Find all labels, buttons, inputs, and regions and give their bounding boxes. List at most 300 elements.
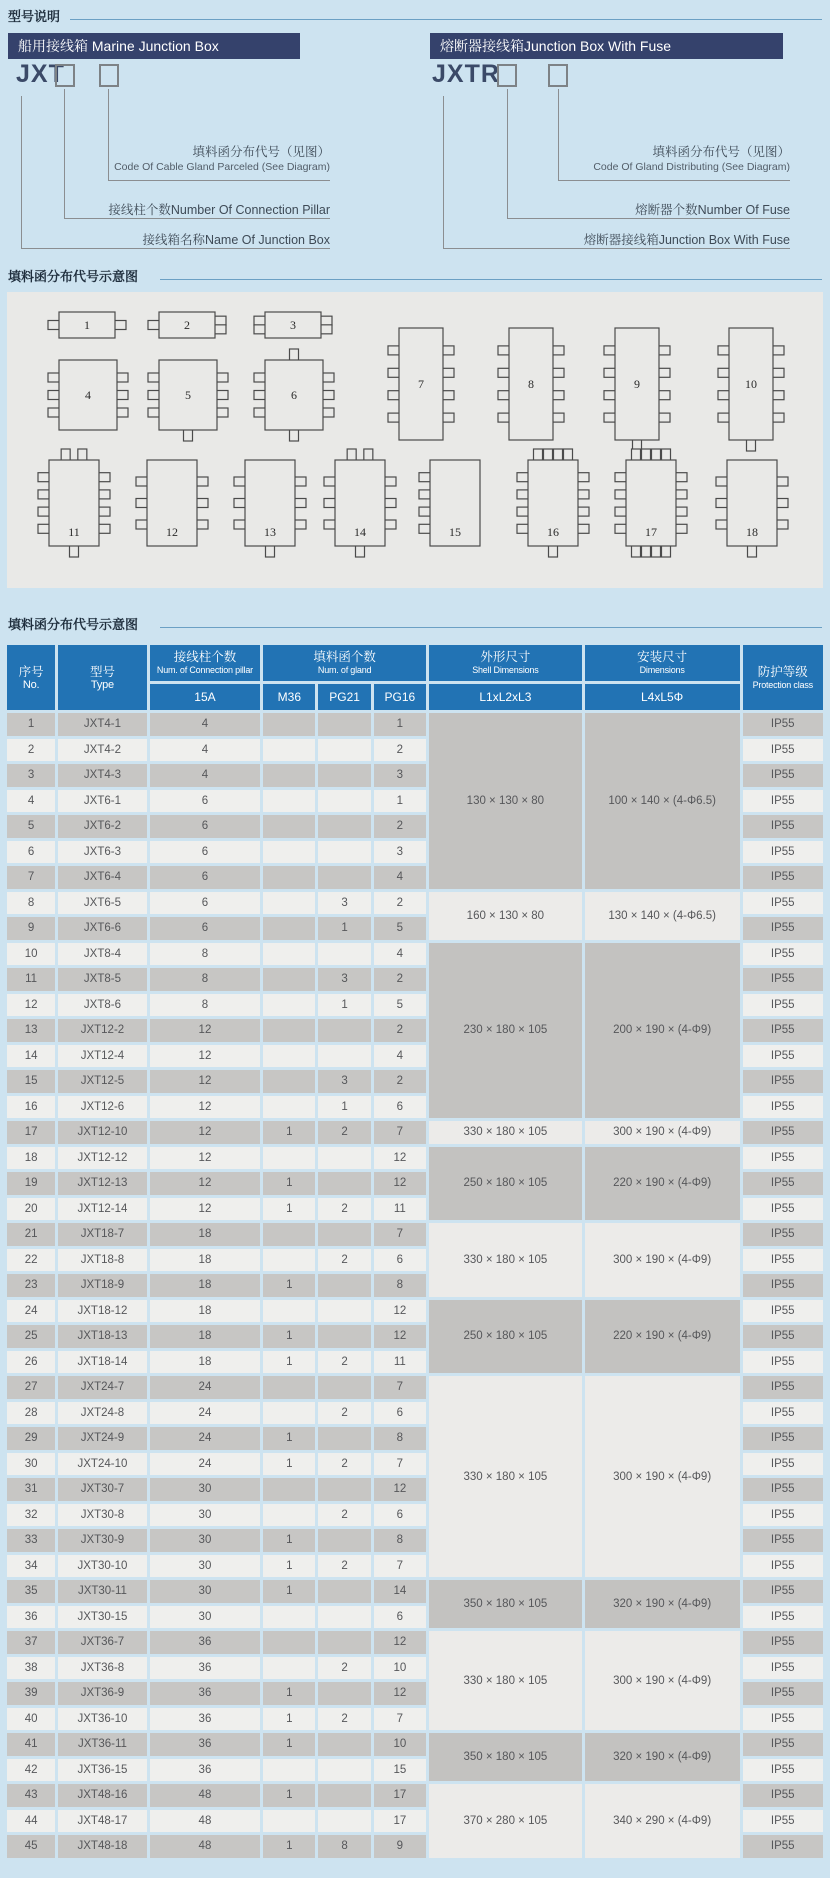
gland-box-2 xyxy=(148,312,226,338)
cell-pg21: 8 xyxy=(318,1835,370,1858)
cell-mount-dimensions: 320 × 190 × (4-Φ9) xyxy=(585,1580,740,1628)
cell-type: JXT12-2 xyxy=(58,1019,146,1042)
cell-protection: IP55 xyxy=(743,1427,823,1450)
gland-box-number: 14 xyxy=(354,525,366,539)
cell-protection: IP55 xyxy=(743,1198,823,1221)
cell-pg16: 6 xyxy=(374,1249,426,1272)
cell-pg21 xyxy=(318,1631,370,1654)
cell-pg21: 3 xyxy=(318,1070,370,1093)
cell-protection: IP55 xyxy=(743,764,823,787)
cell-pg21: 2 xyxy=(318,1198,370,1221)
cell-protection: IP55 xyxy=(743,1096,823,1119)
cell-pg16: 4 xyxy=(374,1045,426,1068)
cell-pg21: 2 xyxy=(318,1504,370,1527)
subheader-m36: M36 xyxy=(263,684,315,710)
cell-15a: 18 xyxy=(150,1300,261,1323)
table-row xyxy=(7,1733,823,1756)
col-header-shell: 外形尺寸 Shell Dimensions xyxy=(429,645,582,681)
jxt-line-gland xyxy=(108,180,330,181)
cell-m36 xyxy=(263,739,315,762)
gland-box-16 xyxy=(517,449,589,557)
cell-15a: 6 xyxy=(150,841,261,864)
cell-type: JXT24-10 xyxy=(58,1453,146,1476)
cell-m36: 1 xyxy=(263,1835,315,1858)
cell-protection: IP55 xyxy=(743,943,823,966)
cell-m36: 1 xyxy=(263,1708,315,1731)
gland-box-10 xyxy=(718,328,784,451)
cell-m36 xyxy=(263,917,315,940)
cell-shell-dimensions: 130 × 130 × 80 xyxy=(429,713,582,889)
cell-no: 23 xyxy=(7,1274,55,1297)
cell-protection: IP55 xyxy=(743,968,823,991)
jxt-stem-name xyxy=(21,96,22,248)
table-row xyxy=(7,1784,823,1807)
cell-type: JXT48-16 xyxy=(58,1784,146,1807)
cell-pg16: 9 xyxy=(374,1835,426,1858)
cell-pg21: 1 xyxy=(318,1096,370,1119)
section3-rule xyxy=(160,627,822,628)
cell-15a: 36 xyxy=(150,1759,261,1782)
cell-type: JXT12-10 xyxy=(58,1121,146,1144)
cell-pg16: 2 xyxy=(374,1070,426,1093)
cell-no: 45 xyxy=(7,1835,55,1858)
cell-pg21 xyxy=(318,1427,370,1450)
cell-pg16: 15 xyxy=(374,1759,426,1782)
jxtr-stem-gland xyxy=(558,89,559,180)
cell-pg21: 2 xyxy=(318,1555,370,1578)
cell-mount-dimensions: 300 × 190 × (4-Φ9) xyxy=(585,1631,740,1730)
cell-m36: 1 xyxy=(263,1784,315,1807)
cell-protection: IP55 xyxy=(743,1121,823,1144)
col-header-gland: 填料函个数 Num. of gland xyxy=(263,645,426,681)
cell-m36 xyxy=(263,815,315,838)
cell-15a: 8 xyxy=(150,943,261,966)
cell-protection: IP55 xyxy=(743,1223,823,1246)
cell-pg21: 2 xyxy=(318,1708,370,1731)
cell-type: JXT6-5 xyxy=(58,892,146,915)
cell-no: 17 xyxy=(7,1121,55,1144)
cell-15a: 36 xyxy=(150,1733,261,1756)
jxtr-code: JXTR xyxy=(432,60,500,88)
cell-pg16: 3 xyxy=(374,841,426,864)
cell-protection: IP55 xyxy=(743,1529,823,1552)
cell-m36: 1 xyxy=(263,1198,315,1221)
cell-pg16: 17 xyxy=(374,1810,426,1833)
cell-type: JXT30-11 xyxy=(58,1580,146,1603)
cell-pg16: 12 xyxy=(374,1478,426,1501)
gland-box-number: 13 xyxy=(264,525,276,539)
col-header-mount: 安装尺寸 Dimensions xyxy=(585,645,740,681)
cell-pg21: 3 xyxy=(318,892,370,915)
cell-type: JXT36-8 xyxy=(58,1657,146,1680)
section2-rule xyxy=(160,279,822,280)
cell-protection: IP55 xyxy=(743,1606,823,1629)
cell-protection: IP55 xyxy=(743,1019,823,1042)
cell-pg21 xyxy=(318,1606,370,1629)
jxt-gland-label-en: Code Of Cable Gland Parceled (See Diagram) xyxy=(114,161,330,173)
cell-type: JXT18-12 xyxy=(58,1300,146,1323)
col-header-pillar: 接线柱个数 Num. of Connection pillar xyxy=(150,645,261,681)
cell-mount-dimensions: 340 × 290 × (4-Φ9) xyxy=(585,1784,740,1858)
cell-m36 xyxy=(263,1759,315,1782)
cell-pg16: 2 xyxy=(374,815,426,838)
cell-15a: 36 xyxy=(150,1708,261,1731)
cell-no: 32 xyxy=(7,1504,55,1527)
cell-15a: 30 xyxy=(150,1529,261,1552)
cell-protection: IP55 xyxy=(743,1351,823,1374)
cell-pg21 xyxy=(318,764,370,787)
gland-box-8 xyxy=(498,328,564,440)
cell-m36 xyxy=(263,994,315,1017)
gland-box-number: 17 xyxy=(645,525,657,539)
section2-title: 填料函分布代号示意图 xyxy=(8,269,139,284)
cell-pg21: 2 xyxy=(318,1402,370,1425)
table-row xyxy=(7,1631,823,1654)
jxtr-banner: 熔断器接线箱Junction Box With Fuse xyxy=(430,33,783,59)
cell-15a: 4 xyxy=(150,739,261,762)
cell-m36 xyxy=(263,1147,315,1170)
cell-pg16: 1 xyxy=(374,713,426,736)
cell-pg21 xyxy=(318,1274,370,1297)
cell-type: JXT36-11 xyxy=(58,1733,146,1756)
cell-shell-dimensions: 350 × 180 × 105 xyxy=(429,1580,582,1628)
cell-no: 40 xyxy=(7,1708,55,1731)
cell-15a: 36 xyxy=(150,1682,261,1705)
cell-pg16: 2 xyxy=(374,739,426,762)
cell-no: 1 xyxy=(7,713,55,736)
cell-no: 33 xyxy=(7,1529,55,1552)
table-row xyxy=(7,713,823,736)
cell-pg21: 2 xyxy=(318,1453,370,1476)
cell-protection: IP55 xyxy=(743,1682,823,1705)
gland-box-4 xyxy=(48,360,128,430)
cell-pg16: 3 xyxy=(374,764,426,787)
cell-protection: IP55 xyxy=(743,1733,823,1756)
cell-m36 xyxy=(263,866,315,889)
cell-m36 xyxy=(263,1249,315,1272)
jxtr-line-name xyxy=(443,248,790,249)
gland-box-number: 10 xyxy=(745,377,757,391)
cell-protection: IP55 xyxy=(743,841,823,864)
cell-15a: 6 xyxy=(150,917,261,940)
cell-no: 28 xyxy=(7,1402,55,1425)
cell-15a: 24 xyxy=(150,1402,261,1425)
cell-15a: 12 xyxy=(150,1147,261,1170)
gland-box-number: 2 xyxy=(184,318,190,332)
cell-no: 19 xyxy=(7,1172,55,1195)
cell-protection: IP55 xyxy=(743,1300,823,1323)
cell-pg21 xyxy=(318,1733,370,1756)
table-row xyxy=(7,1300,823,1323)
cell-15a: 30 xyxy=(150,1555,261,1578)
cell-m36 xyxy=(263,1810,315,1833)
table-row xyxy=(7,892,823,915)
gland-box-18 xyxy=(716,460,788,557)
cell-type: JXT18-14 xyxy=(58,1351,146,1374)
cell-pg21 xyxy=(318,1529,370,1552)
cell-pg16: 6 xyxy=(374,1402,426,1425)
jxt-code: JXT xyxy=(16,60,65,88)
jxtr-name-label: 熔断器接线箱Junction Box With Fuse xyxy=(583,233,790,247)
cell-type: JXT24-7 xyxy=(58,1376,146,1399)
gland-box-number: 8 xyxy=(528,377,534,391)
cell-pg21 xyxy=(318,1376,370,1399)
cell-pg21 xyxy=(318,1172,370,1195)
cell-no: 10 xyxy=(7,943,55,966)
cell-protection: IP55 xyxy=(743,1325,823,1348)
cell-no: 4 xyxy=(7,790,55,813)
cell-type: JXT36-9 xyxy=(58,1682,146,1705)
cell-15a: 8 xyxy=(150,968,261,991)
cell-pg21 xyxy=(318,1019,370,1042)
gland-box-12 xyxy=(136,460,208,546)
gland-box-17 xyxy=(615,449,687,557)
cell-15a: 6 xyxy=(150,866,261,889)
section1-title: 型号说明 xyxy=(8,9,61,24)
cell-15a: 18 xyxy=(150,1325,261,1348)
cell-protection: IP55 xyxy=(743,1147,823,1170)
cell-mount-dimensions: 100 × 140 × (4-Φ6.5) xyxy=(585,713,740,889)
cell-m36 xyxy=(263,1402,315,1425)
cell-type: JXT48-17 xyxy=(58,1810,146,1833)
cell-no: 6 xyxy=(7,841,55,864)
cell-pg21 xyxy=(318,1300,370,1323)
cell-protection: IP55 xyxy=(743,1708,823,1731)
cell-mount-dimensions: 130 × 140 × (4-Φ6.5) xyxy=(585,892,740,940)
cell-no: 43 xyxy=(7,1784,55,1807)
cell-m36 xyxy=(263,1631,315,1654)
cell-pg21 xyxy=(318,1325,370,1348)
cell-pg16: 10 xyxy=(374,1733,426,1756)
cell-15a: 12 xyxy=(150,1198,261,1221)
table-row xyxy=(7,1580,823,1603)
gland-box-number: 11 xyxy=(68,525,80,539)
cell-shell-dimensions: 250 × 180 × 105 xyxy=(429,1300,582,1374)
cell-m36 xyxy=(263,1223,315,1246)
cell-pg16: 7 xyxy=(374,1121,426,1144)
cell-pg16: 8 xyxy=(374,1427,426,1450)
cell-protection: IP55 xyxy=(743,1172,823,1195)
cell-15a: 12 xyxy=(150,1121,261,1144)
cell-pg16: 12 xyxy=(374,1325,426,1348)
cell-no: 13 xyxy=(7,1019,55,1042)
cell-pg21 xyxy=(318,1784,370,1807)
cell-type: JXT24-8 xyxy=(58,1402,146,1425)
cell-protection: IP55 xyxy=(743,1759,823,1782)
cell-type: JXT8-6 xyxy=(58,994,146,1017)
cell-15a: 12 xyxy=(150,1070,261,1093)
gland-box-3 xyxy=(254,312,332,338)
cell-pg21: 2 xyxy=(318,1249,370,1272)
jxt-line-pillar xyxy=(64,218,330,219)
cell-pg16: 12 xyxy=(374,1300,426,1323)
cell-pg21 xyxy=(318,1580,370,1603)
cell-protection: IP55 xyxy=(743,994,823,1017)
cell-pg21: 1 xyxy=(318,994,370,1017)
gland-box-9 xyxy=(604,328,670,451)
cell-mount-dimensions: 200 × 190 × (4-Φ9) xyxy=(585,943,740,1119)
cell-no: 27 xyxy=(7,1376,55,1399)
cell-15a: 12 xyxy=(150,1096,261,1119)
cell-no: 18 xyxy=(7,1147,55,1170)
cell-15a: 18 xyxy=(150,1274,261,1297)
cell-no: 20 xyxy=(7,1198,55,1221)
cell-no: 3 xyxy=(7,764,55,787)
cell-no: 42 xyxy=(7,1759,55,1782)
cell-shell-dimensions: 250 × 180 × 105 xyxy=(429,1147,582,1221)
cell-pg16: 7 xyxy=(374,1223,426,1246)
cell-type: JXT30-9 xyxy=(58,1529,146,1552)
cell-15a: 6 xyxy=(150,892,261,915)
cell-pg16: 2 xyxy=(374,892,426,915)
cell-type: JXT36-7 xyxy=(58,1631,146,1654)
cell-type: JXT30-15 xyxy=(58,1606,146,1629)
jxt-digit-box-1 xyxy=(55,64,75,87)
cell-15a: 18 xyxy=(150,1223,261,1246)
cell-pg16: 1 xyxy=(374,790,426,813)
cell-pg21 xyxy=(318,866,370,889)
cell-15a: 12 xyxy=(150,1172,261,1195)
cell-15a: 18 xyxy=(150,1351,261,1374)
gland-box-number: 9 xyxy=(634,377,640,391)
cell-m36 xyxy=(263,790,315,813)
cell-m36: 1 xyxy=(263,1529,315,1552)
cell-protection: IP55 xyxy=(743,1657,823,1680)
cell-type: JXT8-5 xyxy=(58,968,146,991)
cell-type: JXT18-13 xyxy=(58,1325,146,1348)
gland-box-6 xyxy=(254,349,334,441)
cell-shell-dimensions: 230 × 180 × 105 xyxy=(429,943,582,1119)
cell-15a: 36 xyxy=(150,1657,261,1680)
cell-m36: 1 xyxy=(263,1580,315,1603)
subheader-shell-dim: L1xL2xL3 xyxy=(429,684,582,710)
cell-15a: 12 xyxy=(150,1045,261,1068)
jxtr-fuse-label: 熔断器个数Number Of Fuse xyxy=(635,203,790,217)
gland-box-15 xyxy=(419,460,480,546)
cell-pg21 xyxy=(318,1478,370,1501)
jxtr-line-gland xyxy=(558,180,790,181)
cell-type: JXT30-7 xyxy=(58,1478,146,1501)
gland-box-number: 16 xyxy=(547,525,559,539)
jxtr-gland-label-zh: 填料函分布代号（见图） xyxy=(652,145,790,159)
cell-type: JXT12-5 xyxy=(58,1070,146,1093)
jxt-digit-box-2 xyxy=(99,64,119,87)
cell-15a: 30 xyxy=(150,1478,261,1501)
cell-15a: 48 xyxy=(150,1784,261,1807)
jxt-name-label: 接线箱名称Name Of Junction Box xyxy=(142,233,330,247)
table-row xyxy=(7,1121,823,1144)
cell-15a: 12 xyxy=(150,1019,261,1042)
cell-protection: IP55 xyxy=(743,1504,823,1527)
cell-protection: IP55 xyxy=(743,1376,823,1399)
cell-15a: 30 xyxy=(150,1504,261,1527)
cell-type: JXT12-13 xyxy=(58,1172,146,1195)
cell-m36 xyxy=(263,968,315,991)
cell-pg16: 12 xyxy=(374,1682,426,1705)
cell-protection: IP55 xyxy=(743,815,823,838)
cell-type: JXT30-10 xyxy=(58,1555,146,1578)
cell-m36: 1 xyxy=(263,1733,315,1756)
jxt-stem-gland xyxy=(108,89,109,180)
cell-pg16: 7 xyxy=(374,1453,426,1476)
cell-type: JXT12-4 xyxy=(58,1045,146,1068)
cell-m36 xyxy=(263,1070,315,1093)
cell-m36: 1 xyxy=(263,1172,315,1195)
cell-pg16: 5 xyxy=(374,994,426,1017)
cell-no: 41 xyxy=(7,1733,55,1756)
cell-15a: 4 xyxy=(150,713,261,736)
cell-m36 xyxy=(263,764,315,787)
cell-no: 12 xyxy=(7,994,55,1017)
cell-protection: IP55 xyxy=(743,1274,823,1297)
cell-15a: 24 xyxy=(150,1376,261,1399)
jxtr-stem-name xyxy=(443,96,444,248)
cell-type: JXT18-8 xyxy=(58,1249,146,1272)
cell-pg16: 4 xyxy=(374,866,426,889)
cell-pg21: 3 xyxy=(318,968,370,991)
cell-protection: IP55 xyxy=(743,1810,823,1833)
cell-pg21 xyxy=(318,841,370,864)
cell-type: JXT36-10 xyxy=(58,1708,146,1731)
cell-15a: 24 xyxy=(150,1427,261,1450)
gland-box-13 xyxy=(234,460,306,557)
cell-type: JXT4-1 xyxy=(58,713,146,736)
gland-box-number: 12 xyxy=(166,525,178,539)
cell-type: JXT6-4 xyxy=(58,866,146,889)
cell-type: JXT30-8 xyxy=(58,1504,146,1527)
cell-m36: 1 xyxy=(263,1453,315,1476)
cell-no: 30 xyxy=(7,1453,55,1476)
cell-protection: IP55 xyxy=(743,1555,823,1578)
cell-type: JXT8-4 xyxy=(58,943,146,966)
cell-pg21: 2 xyxy=(318,1351,370,1374)
cell-pg16: 11 xyxy=(374,1351,426,1374)
cell-no: 35 xyxy=(7,1580,55,1603)
gland-diagram xyxy=(7,292,823,588)
cell-shell-dimensions: 330 × 180 × 105 xyxy=(429,1223,582,1297)
cell-type: JXT4-2 xyxy=(58,739,146,762)
cell-pg21: 2 xyxy=(318,1657,370,1680)
gland-box-number: 4 xyxy=(85,388,91,402)
cell-type: JXT4-3 xyxy=(58,764,146,787)
cell-pg21 xyxy=(318,1223,370,1246)
cell-pg16: 6 xyxy=(374,1606,426,1629)
cell-mount-dimensions: 300 × 190 × (4-Φ9) xyxy=(585,1121,740,1144)
gland-box-5 xyxy=(148,360,228,441)
cell-no: 39 xyxy=(7,1682,55,1705)
cell-protection: IP55 xyxy=(743,1453,823,1476)
cell-15a: 4 xyxy=(150,764,261,787)
cell-pg16: 4 xyxy=(374,943,426,966)
cell-pg21 xyxy=(318,1682,370,1705)
cell-pg21 xyxy=(318,943,370,966)
cell-15a: 30 xyxy=(150,1606,261,1629)
cell-pg16: 12 xyxy=(374,1172,426,1195)
cell-type: JXT12-12 xyxy=(58,1147,146,1170)
cell-pg16: 12 xyxy=(374,1631,426,1654)
cell-type: JXT6-2 xyxy=(58,815,146,838)
col-header-type: 型号 Type xyxy=(58,645,146,710)
cell-protection: IP55 xyxy=(743,790,823,813)
cell-mount-dimensions: 320 × 190 × (4-Φ9) xyxy=(585,1733,740,1781)
cell-protection: IP55 xyxy=(743,1045,823,1068)
cell-pg16: 12 xyxy=(374,1147,426,1170)
cell-no: 38 xyxy=(7,1657,55,1680)
cell-m36: 1 xyxy=(263,1121,315,1144)
cell-protection: IP55 xyxy=(743,1070,823,1093)
cell-m36 xyxy=(263,1045,315,1068)
cell-shell-dimensions: 330 × 180 × 105 xyxy=(429,1121,582,1144)
